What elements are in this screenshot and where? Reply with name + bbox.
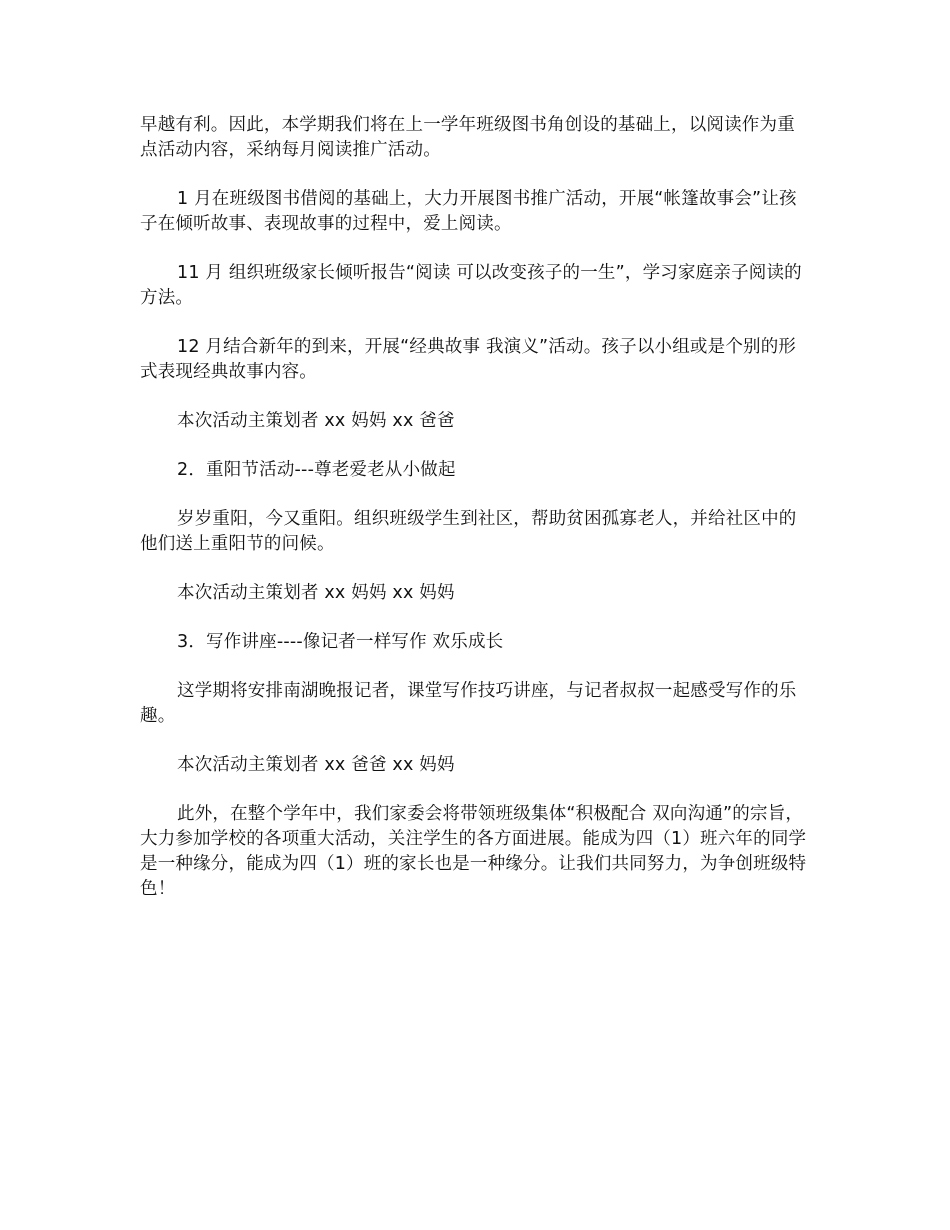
paragraph-january-activity: 1 月在班级图书借阅的基础上，大力开展图书推广活动，开展“帐篷故事会”让孩子在倾听故事、表现故事的过程中，爱上阅读。 xyxy=(140,189,797,234)
paragraph-planner-1: 本次活动主策划者 xx 妈妈 xx 爸爸 xyxy=(177,411,455,431)
paragraph-planner-3: 本次活动主策划者 xx 爸爸 xx 妈妈 xyxy=(177,755,455,775)
paragraph-chongyang-description: 岁岁重阳，今又重阳。组织班级学生到社区，帮助贫困孤寡老人，并给社区中的他们送上重阳节的问候。 xyxy=(140,509,797,554)
heading-chongyang-activity: 2．重阳节活动---尊老爱老从小做起 xyxy=(177,460,456,480)
paragraph-closing: 此外，在整个学年中，我们家委会将带领班级集体“积极配合 双向沟通”的宗旨，大力参加学校的各项重大活动，关注学生的各方面进展。能成为四（1）班六年的同学是一种缘分，能成为四（1）班的家长也是一种缘分。让我们共同努力，为争创班级特色！ xyxy=(140,804,807,899)
paragraph-reading-intro: 早越有利。因此，本学期我们将在上一学年班级图书角创设的基础上，以阅读作为重点活动内容，采纳每月阅读推广活动。 xyxy=(140,115,795,160)
paragraph-planner-2: 本次活动主策划者 xx 妈妈 xx 妈妈 xyxy=(177,583,455,603)
heading-writing-lecture: 3．写作讲座----像记者一样写作 欢乐成长 xyxy=(177,632,504,652)
document-page xyxy=(140,113,812,902)
paragraph-november-activity: 11 月 组织班级家长倾听报告“阅读 可以改变孩子的一生”，学习家庭亲子阅读的方法。 xyxy=(140,263,802,308)
paragraph-writing-description: 这学期将安排南湖晚报记者，课堂写作技巧讲座，与记者叔叔一起感受写作的乐趣。 xyxy=(140,681,797,726)
paragraph-december-activity: 12 月结合新年的到来，开展“经典故事 我演义”活动。孩子以小组或是个别的形式表现经典故事内容。 xyxy=(140,337,797,382)
